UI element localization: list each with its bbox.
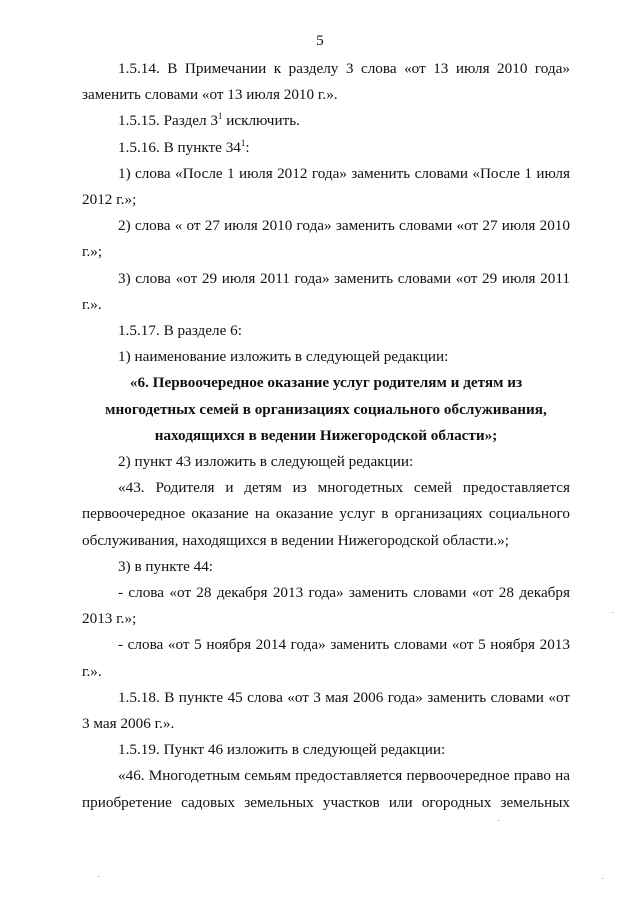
paragraph-1-5-18: 1.5.18. В пункте 45 слова «от 3 мая 2006 года» заменить словами «от 3 мая 2006 г.». bbox=[82, 688, 570, 733]
paragraph-point-44-a: - слова «от 28 декабря 2013 года» заменить словами «от 28 декабря 2013 г.»; bbox=[82, 584, 570, 628]
scan-speck bbox=[98, 876, 99, 877]
paragraph-1-5-16-tail: : bbox=[245, 138, 250, 156]
paragraph-1-5-16-item-2: 2) слова « от 27 июля 2010 года» заменить словами «от 27 июля 2010 г.»; bbox=[82, 217, 570, 261]
paragraph-1-5-17-item-3: 3) в пункте 44: bbox=[118, 557, 214, 575]
scan-speck bbox=[498, 820, 499, 821]
paragraph-1-5-16-item-3: 3) слова «от 29 июля 2011 года» заменить словами «от 29 июля 2011 г.». bbox=[82, 269, 570, 313]
scan-speck bbox=[612, 612, 613, 613]
section-heading-line-3: находящихся в ведении Нижегородской области»; bbox=[154, 426, 498, 444]
paragraph-1-5-16 bbox=[82, 135, 570, 161]
paragraph-point-44-b: - слова «от 5 ноября 2014 года» заменить словами «от 5 ноября 2013 г.». bbox=[82, 636, 570, 680]
paragraph-1-5-16-text: 1.5.16. В пункте 34 bbox=[118, 138, 241, 156]
paragraph-1-5-15-tail: исключить. bbox=[222, 112, 300, 130]
paragraph-1-5-14: 1.5.14. В Примечании к разделу 3 слова «от 13 июля 2010 года» заменить словами «от 13 июля 2010 г.». bbox=[82, 60, 570, 104]
paragraph-1-5-16-item-1: 1) слова «После 1 июля 2012 года» заменить словами «После 1 июля 2012 г.»; bbox=[82, 164, 570, 209]
paragraph-1-5-17-item-2: 2) пункт 43 изложить в следующей редакции: bbox=[118, 453, 414, 471]
section-heading-line-1: «6. Первоочередное оказание услуг родителям и детям из bbox=[129, 374, 523, 392]
paragraph-point-43: «43. Родителя и детям из многодетных семей предоставляется первоочередное оказание на оказание услуг в организациях социального обслуживания, находящихся в ведении Нижегородской области.»; bbox=[82, 479, 570, 549]
scan-speck bbox=[602, 878, 603, 879]
paragraph-1-5-15-text: 1.5.15. Раздел 3 bbox=[118, 112, 218, 130]
page-number: 5 bbox=[316, 33, 324, 49]
paragraph-1-5-17: 1.5.17. В разделе 6: bbox=[118, 322, 242, 340]
paragraph-1-5-17-item-1: 1) наименование изложить в следующей редакции: bbox=[118, 348, 449, 366]
paragraph-1-5-19: 1.5.19. Пункт 46 изложить в следующей редакции: bbox=[118, 741, 446, 759]
section-heading bbox=[82, 370, 570, 449]
paragraph-point-46: «46. Многодетным семьям предоставляется первоочередное право на приобретение садовых земельных участков или огородных земельных bbox=[82, 767, 570, 811]
paragraph-1-5-15 bbox=[82, 108, 570, 134]
superscript: 1 bbox=[217, 111, 223, 122]
section-heading-line-2: многодетных семей в организациях социального обслуживания, bbox=[105, 400, 547, 418]
superscript: 1 bbox=[240, 137, 246, 148]
document-body bbox=[82, 56, 570, 816]
